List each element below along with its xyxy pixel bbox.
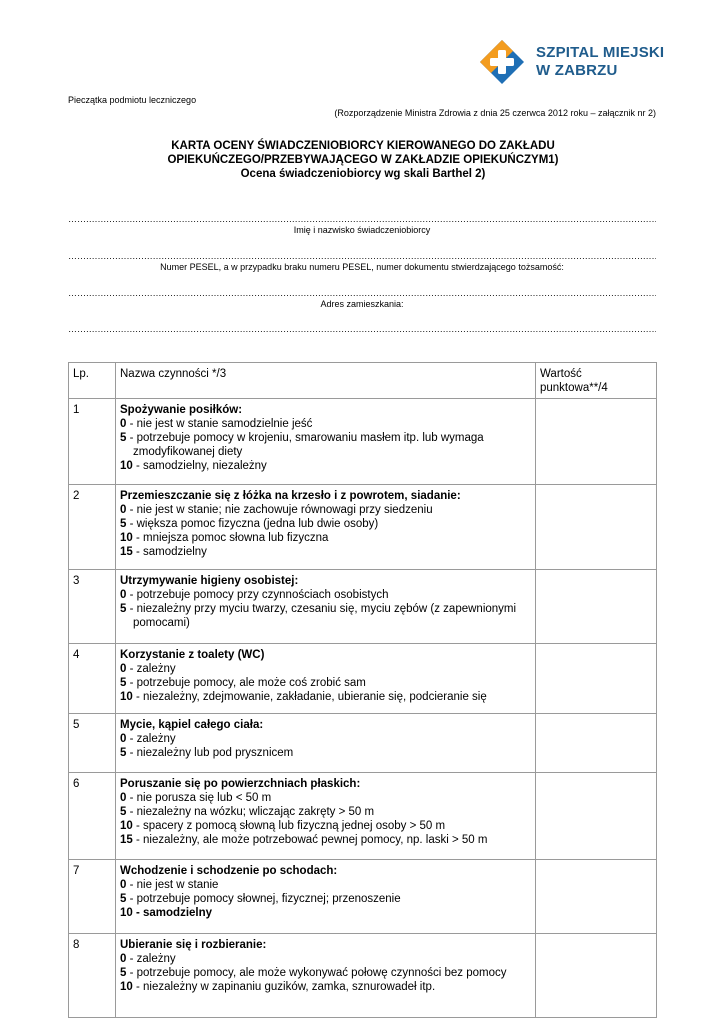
score-option	[120, 531, 531, 545]
score-points: 0	[120, 418, 127, 430]
score-description: - niezależny przy myciu twarzy, czesaniu się, myciu zębów (z zapewnionymi pomocami)	[126, 603, 517, 629]
score-points: 5	[120, 893, 127, 905]
activity-cell	[116, 485, 536, 570]
score-points: 5	[120, 806, 127, 818]
score-option	[120, 952, 531, 966]
address-field-continued[interactable]	[68, 324, 656, 334]
row-number: 8	[69, 934, 116, 1018]
activity-title: Spożywanie posiłków:	[120, 404, 243, 416]
score-input-cell[interactable]	[536, 714, 657, 773]
score-points: 10	[120, 907, 133, 919]
name-dotted-line[interactable]	[68, 214, 656, 224]
document-title	[68, 139, 658, 181]
header-score-line2: punktowa**/4	[540, 382, 608, 394]
score-description: - samodzielny, niezależny	[132, 460, 267, 472]
activity-title: Wchodzenie i schodzenie po schodach:	[120, 865, 338, 877]
hospital-name-line2: W ZABRZU	[536, 62, 618, 79]
row-number: 6	[69, 773, 116, 860]
header-activity-name: Nazwa czynności */3	[116, 363, 536, 399]
score-description: - potrzebuje pomocy, ale może wykonywać połowę czynności bez pomocy	[126, 967, 507, 979]
row-number: 2	[69, 485, 116, 570]
header-score-line1: Wartość	[540, 368, 582, 380]
score-description: - nie jest w stanie; nie zachowuje równowagi przy siedzeniu	[126, 504, 433, 516]
title-line2: OPIEKUŃCZEGO/PRZEBYWAJĄCEGO W ZAKŁADZIE OPIEKUŃCZYM1)	[167, 154, 559, 166]
score-points: 10	[120, 532, 133, 544]
hospital-logo	[478, 38, 668, 88]
score-description: - większa pomoc fizyczna (jedna lub dwie osoby)	[126, 518, 379, 530]
score-description: - niezależny na wózku; wliczając zakręty > 50 m	[126, 806, 375, 818]
score-option	[120, 676, 531, 690]
score-description: - nie jest w stanie	[126, 879, 219, 891]
score-points: 10	[120, 691, 133, 703]
score-option	[120, 746, 531, 760]
activity-cell	[116, 860, 536, 934]
table-row	[69, 570, 657, 644]
activity-title: Ubieranie się i rozbieranie:	[120, 939, 267, 951]
score-description: - spacery z pomocą słowną lub fizyczną jednej osoby > 50 m	[132, 820, 446, 832]
score-description: - niezależny w zapinaniu guzików, zamka, sznurowadeł itp.	[132, 981, 436, 993]
score-option	[120, 980, 531, 994]
score-option	[120, 906, 531, 920]
score-points: 0	[120, 589, 127, 601]
score-description: - niezależny, zdejmowanie, zakładanie, ubieranie się, podcieranie się	[132, 691, 487, 703]
row-number: 4	[69, 644, 116, 714]
score-description: - nie porusza się lub < 50 m	[126, 792, 272, 804]
activity-title: Utrzymywanie higieny osobistej:	[120, 575, 299, 587]
activity-title: Poruszanie się po powierzchniach płaskich:	[120, 778, 361, 790]
score-description: - potrzebuje pomocy, ale może coś zrobić sam	[126, 677, 366, 689]
address-dotted-line[interactable]	[68, 288, 656, 298]
score-input-cell[interactable]	[536, 773, 657, 860]
score-option	[120, 417, 531, 431]
score-option	[120, 503, 531, 517]
score-input-cell[interactable]	[536, 570, 657, 644]
table-header-row	[69, 363, 657, 399]
score-input-cell[interactable]	[536, 934, 657, 1018]
score-description: - niezależny, ale może potrzebować pewnej pomocy, np. laski > 50 m	[132, 834, 488, 846]
score-points: 5	[120, 603, 127, 615]
score-points: 0	[120, 663, 127, 675]
table-row	[69, 399, 657, 485]
score-option	[120, 732, 531, 746]
barthel-table	[68, 362, 657, 1018]
table-row	[69, 773, 657, 860]
score-description: - niezależny lub pod prysznicem	[126, 747, 294, 759]
activity-cell	[116, 644, 536, 714]
activity-title: Korzystanie z toalety (WC)	[120, 649, 265, 661]
table-row	[69, 860, 657, 934]
title-line1: KARTA OCENY ŚWIADCZENIOBIORCY KIEROWANEGO DO ZAKŁADU	[171, 140, 555, 152]
score-points: 10	[120, 981, 133, 993]
pesel-caption: Numer PESEL, a w przypadku braku numeru PESEL, numer dokumentu stwierdzającego tożsamość:	[160, 262, 564, 272]
score-points: 5	[120, 747, 127, 759]
score-points: 0	[120, 504, 127, 516]
score-description: - nie jest w stanie samodzielnie jeść	[126, 418, 313, 430]
score-points: 0	[120, 733, 127, 745]
name-caption: Imię i nazwisko świadczeniobiorcy	[293, 225, 431, 235]
activity-cell	[116, 934, 536, 1018]
score-option	[120, 517, 531, 531]
score-option	[120, 878, 531, 892]
table-row	[69, 644, 657, 714]
score-option	[120, 966, 531, 980]
row-number: 5	[69, 714, 116, 773]
score-description: - potrzebuje pomocy słownej, fizycznej; przenoszenie	[126, 893, 401, 905]
activity-cell	[116, 399, 536, 485]
activity-cell	[116, 773, 536, 860]
regulation-note: (Rozporządzenie Ministra Zdrowia z dnia 25 czerwca 2012 roku – załącznik nr 2)	[334, 108, 656, 118]
score-points: 0	[120, 953, 127, 965]
name-field[interactable]	[68, 214, 656, 235]
score-description: - zależny	[126, 733, 176, 745]
score-option	[120, 833, 531, 847]
score-input-cell[interactable]	[536, 485, 657, 570]
score-option	[120, 602, 531, 630]
stamp-label: Pieczątka podmiotu leczniczego	[68, 95, 197, 105]
table-row	[69, 934, 657, 1018]
score-description: - samodzielny	[132, 546, 207, 558]
activity-title: Mycie, kąpiel całego ciała:	[120, 719, 264, 731]
score-points: 5	[120, 967, 127, 979]
score-points: 5	[120, 518, 127, 530]
score-option	[120, 459, 531, 473]
score-points: 10	[120, 820, 133, 832]
row-number: 3	[69, 570, 116, 644]
activity-cell	[116, 570, 536, 644]
score-points: 5	[120, 432, 127, 444]
header-score	[536, 363, 657, 399]
score-description: - potrzebuje pomocy przy czynnościach osobistych	[126, 589, 389, 601]
score-points: 0	[120, 792, 127, 804]
table-row	[69, 485, 657, 570]
address-field[interactable]	[68, 288, 656, 309]
header-lp: Lp.	[69, 363, 116, 399]
table-row	[69, 714, 657, 773]
score-points: 15	[120, 546, 133, 558]
hospital-logo-icon	[478, 38, 526, 86]
score-option	[120, 819, 531, 833]
score-points: 10	[120, 460, 133, 472]
score-description: - zależny	[126, 953, 176, 965]
score-description: - mniejsza pomoc słowna lub fizyczna	[132, 532, 329, 544]
title-line3: Ocena świadczeniobiorcy wg skali Barthel 2)	[240, 168, 486, 180]
score-points: 0	[120, 879, 127, 891]
score-option	[120, 588, 531, 602]
score-input-cell[interactable]	[536, 399, 657, 485]
score-option	[120, 545, 531, 559]
score-option	[120, 662, 531, 676]
score-option	[120, 892, 531, 906]
pesel-field[interactable]	[68, 251, 656, 272]
score-points: 15	[120, 834, 133, 846]
score-option	[120, 791, 531, 805]
score-description: - samodzielny	[132, 907, 213, 919]
score-option	[120, 690, 531, 704]
activity-title: Przemieszczanie się z łóżka na krzesło i z powrotem, siadanie:	[120, 490, 461, 502]
score-description: - potrzebuje pomocy w krojeniu, smarowaniu masłem itp. lub wymaga zmodyfikowanej diety	[126, 432, 484, 458]
score-option	[120, 431, 531, 459]
hospital-name-line1: SZPITAL MIEJSKI	[536, 44, 665, 61]
activity-cell	[116, 714, 536, 773]
address-caption: Adres zamieszkania:	[320, 299, 404, 309]
score-points: 5	[120, 677, 127, 689]
table-body	[69, 399, 657, 1018]
score-input-cell[interactable]	[536, 644, 657, 714]
score-input-cell[interactable]	[536, 860, 657, 934]
pesel-dotted-line[interactable]	[68, 251, 656, 261]
row-number: 7	[69, 860, 116, 934]
row-number: 1	[69, 399, 116, 485]
hospital-name	[536, 44, 664, 80]
score-option	[120, 805, 531, 819]
score-description: - zależny	[126, 663, 176, 675]
address-dotted-line-2[interactable]	[68, 324, 656, 334]
